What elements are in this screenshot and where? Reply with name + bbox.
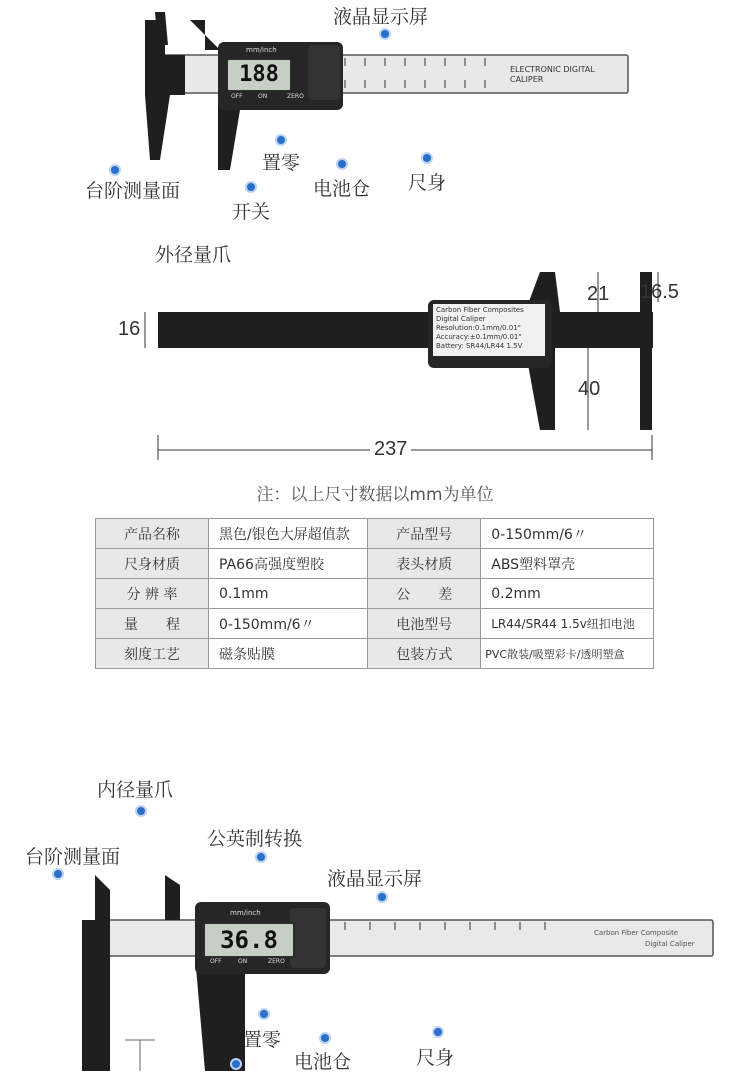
spec-key: 刻度工艺 bbox=[96, 639, 209, 669]
spec-value: 黑色/银色大屏超值款 bbox=[209, 519, 368, 549]
dim-21: 21 bbox=[587, 283, 610, 305]
zero-label: ZERO bbox=[268, 958, 285, 965]
callout-dot-lcd bbox=[379, 28, 391, 40]
callout-zero: 置零 bbox=[243, 1029, 282, 1051]
table-row bbox=[96, 549, 654, 579]
callout-dot-switch bbox=[230, 1058, 242, 1070]
callout-battery: 电池仓 bbox=[294, 1051, 352, 1073]
callout-dot-battery bbox=[336, 158, 348, 170]
callout-lcd: 液晶显示屏 bbox=[327, 868, 423, 890]
callout-switch: 开关 bbox=[232, 201, 271, 223]
spec-key: 电池型号 bbox=[368, 609, 481, 639]
spec-key: 量 程 bbox=[96, 609, 209, 639]
callout-dot-step bbox=[109, 164, 121, 176]
callout-dot-zero bbox=[258, 1008, 270, 1020]
dim-40: 40 bbox=[578, 378, 601, 400]
spec-value: 0.2mm bbox=[481, 579, 654, 609]
spec-value: 0-150mm/6〃 bbox=[481, 519, 654, 549]
on-label: ON bbox=[238, 958, 248, 965]
callout-dot-battery bbox=[319, 1032, 331, 1044]
lcd-unit-label: mm/inch bbox=[230, 909, 261, 917]
dim-237: 237 bbox=[370, 438, 411, 461]
callout-dot-zero bbox=[275, 134, 287, 146]
spec-value: LR44/SR44 1.5v纽扣电池 bbox=[481, 609, 654, 639]
callout-battery: 电池仓 bbox=[313, 178, 371, 200]
spec-value: PA66高强度塑胶 bbox=[209, 549, 368, 579]
callout-dot-ruler bbox=[421, 152, 433, 164]
dims-label-line: Battery: SR44/LR44 1.5V bbox=[436, 342, 523, 350]
zero-label: ZERO bbox=[287, 93, 304, 100]
off-label: OFF bbox=[210, 958, 222, 965]
table-row bbox=[96, 579, 654, 609]
table-row bbox=[96, 519, 654, 549]
spec-value: 磁条贴膜 bbox=[209, 639, 368, 669]
dims-label-card bbox=[436, 306, 544, 351]
callout-dot-lcd bbox=[376, 891, 388, 903]
spec-key: 公 差 bbox=[368, 579, 481, 609]
callout-dot-convert bbox=[255, 851, 267, 863]
callout-dot-ruler bbox=[432, 1026, 444, 1038]
callout-outer-jaw: 外径量爪 bbox=[155, 244, 232, 266]
dims-label-line: Digital Caliper bbox=[436, 315, 486, 323]
off-label: OFF bbox=[231, 93, 243, 100]
scale-brand-text-1: Carbon Fiber Composite bbox=[594, 929, 679, 937]
spec-key: 包装方式 bbox=[368, 639, 481, 669]
spec-value: 0.1mm bbox=[209, 579, 368, 609]
spec-key: 分 辨 率 bbox=[96, 579, 209, 609]
table-row bbox=[96, 639, 654, 669]
spec-value: 0-150mm/6〃 bbox=[209, 609, 368, 639]
callout-step: 台阶测量面 bbox=[85, 180, 181, 202]
callout-step: 台阶测量面 bbox=[25, 846, 121, 868]
callout-ruler: 尺身 bbox=[416, 1047, 455, 1069]
on-label: ON bbox=[258, 93, 268, 100]
spec-key: 产品名称 bbox=[96, 519, 209, 549]
lcd-unit-label: mm/inch bbox=[246, 46, 277, 54]
callout-dot-switch bbox=[245, 181, 257, 193]
table-row bbox=[96, 609, 654, 639]
spec-key: 尺身材质 bbox=[96, 549, 209, 579]
lcd-display: 188 bbox=[226, 58, 292, 92]
spec-key: 产品型号 bbox=[368, 519, 481, 549]
callout-ruler: 尺身 bbox=[408, 172, 447, 194]
units-note: 注：以上尺寸数据以mm为单位 bbox=[256, 485, 494, 505]
scale-brand-text-2: Digital Caliper bbox=[645, 940, 695, 948]
dims-label-line: Carbon Fiber Composites bbox=[436, 306, 524, 314]
bottom-caliper-drawing bbox=[0, 860, 750, 1071]
callout-inner-jaw: 内径量爪 bbox=[97, 779, 174, 801]
lcd-display: 36.8 bbox=[203, 922, 295, 958]
dims-label-line: Accuracy:±0.1mm/0.01" bbox=[436, 333, 522, 341]
spec-value: ABS塑料罩壳 bbox=[481, 549, 654, 579]
callout-zero: 置零 bbox=[262, 152, 301, 174]
dims-label-line: Resolution:0.1mm/0.01" bbox=[436, 324, 521, 332]
scale-brand-text: ELECTRONIC DIGITAL CALIPER bbox=[510, 65, 595, 84]
callout-dot-step bbox=[52, 868, 64, 880]
callout-lcd: 液晶显示屏 bbox=[333, 6, 429, 28]
dim-16-5: 16.5 bbox=[640, 281, 679, 303]
callout-convert: 公英制转换 bbox=[207, 828, 303, 850]
spec-table bbox=[95, 518, 654, 669]
callout-dot-inner-jaw bbox=[135, 805, 147, 817]
spec-value: PVC散装/吸塑彩卡/透明塑盒 bbox=[481, 639, 654, 669]
spec-key: 表头材质 bbox=[368, 549, 481, 579]
dim-16: 16 bbox=[118, 318, 141, 340]
